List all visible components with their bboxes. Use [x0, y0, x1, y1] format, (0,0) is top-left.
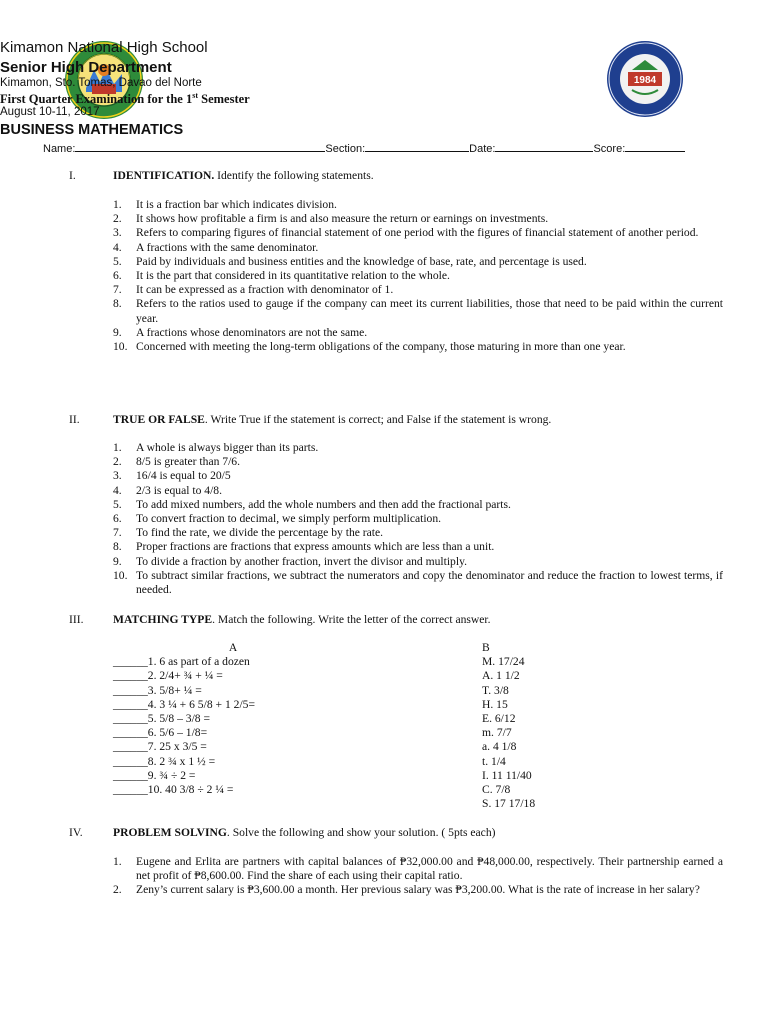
- question-text: Refers to comparing figures of financial statement of one period with the figures of financial statement of another period.: [136, 226, 699, 240]
- section-title: TRUE OR FALSE: [113, 413, 205, 426]
- question-number: 2.: [113, 455, 122, 469]
- matching-item-a[interactable]: ______7. 25 x 3/5 =: [113, 740, 207, 754]
- question-text: A whole is always bigger than its parts.: [136, 441, 319, 454]
- matching-choice-b: S. 17 17/18: [482, 797, 536, 811]
- question-number: 4.: [113, 240, 122, 254]
- section-matching-heading: [69, 613, 491, 627]
- matching-item-a[interactable]: ______8. 2 ¾ x 1 ½ =: [113, 754, 216, 768]
- exam-title-sup: st: [192, 91, 199, 100]
- question-number: 7.: [113, 283, 122, 297]
- matching-item-a[interactable]: ______5. 5/8 – 3/8 =: [113, 712, 211, 726]
- matching-column-b: [482, 641, 682, 811]
- exam-title-suffix: Semester: [198, 92, 250, 107]
- section-label: Section:: [325, 143, 366, 155]
- section-instruction: . Write True if the statement is correct; and False if the statement is wrong.: [204, 413, 552, 426]
- school-name: Kimamon National High School: [0, 39, 208, 56]
- question-text: Proper fractions are fractions that express amounts which are less than a unit.: [136, 540, 495, 554]
- name-label: Name:: [43, 143, 76, 155]
- matching-item-a[interactable]: ______4. 3 ¼ + 6 5/8 + 1 2/5=: [113, 697, 255, 711]
- matching-item-a[interactable]: ______1. 6 as part of a dozen: [113, 655, 250, 669]
- exam-title-text: First Quarter Examination for the 1: [0, 92, 193, 107]
- subject-title: BUSINESS MATHEMATICS: [0, 122, 184, 138]
- score-label: Score:: [593, 143, 626, 155]
- question-text: It can be expressed as a fraction with denominator of 1.: [136, 283, 394, 297]
- question-text: Zeny’s current salary is ₱3,600.00 a month. Her previous salary was ₱3,200.00. What is the rate of increase in her salary?: [136, 883, 700, 897]
- question-item: [113, 340, 723, 354]
- question-item: [113, 226, 723, 240]
- section-title: PROBLEM SOLVING: [113, 826, 227, 839]
- question-text: A fractions with the same denominator.: [136, 240, 319, 254]
- question-item: [113, 441, 723, 455]
- question-text: 8/5 is greater than 7/6.: [136, 455, 240, 469]
- section-true-false-heading: [69, 413, 551, 427]
- section-numeral: I.: [69, 169, 76, 182]
- question-text: Paid by individuals and business entities and the knowledge of base, rate, and percentage is used.: [136, 254, 587, 268]
- section-title: MATCHING TYPE: [113, 613, 213, 626]
- matching-choice-b: a. 4 1/8: [482, 740, 517, 754]
- question-item: [113, 498, 723, 512]
- question-number: 10.: [113, 340, 128, 354]
- question-text: To add mixed numbers, add the whole numbers and then add the fractional parts.: [136, 497, 511, 511]
- question-number: 2.: [113, 212, 122, 226]
- question-text: To divide a fraction by another fraction, invert the divisor and multiply.: [136, 554, 468, 568]
- question-item: [113, 540, 723, 554]
- question-text: To find the rate, we divide the percentage by the rate.: [136, 526, 384, 540]
- question-text: Concerned with meeting the long-term obligations of the company, those maturing in more than one year.: [136, 340, 626, 354]
- matching-choice-b: A. 1 1/2: [482, 669, 520, 683]
- question-text: It is a fraction bar which indicates division.: [136, 198, 337, 211]
- question-item: [113, 469, 723, 483]
- question-item: [113, 269, 723, 283]
- matching-item-a[interactable]: ______10. 40 3/8 ÷ 2 ¼ =: [113, 783, 234, 797]
- student-info-line: [43, 141, 733, 155]
- score-field[interactable]: [625, 141, 685, 152]
- section-problem-solving-heading: [69, 826, 495, 840]
- section-numeral: IV.: [69, 826, 83, 839]
- question-number: 1.: [113, 855, 122, 868]
- date-label: Date:: [469, 143, 496, 155]
- question-item: [113, 455, 723, 469]
- matching-choice-b: C. 7/8: [482, 783, 511, 797]
- question-text: Refers to the ratios used to gauge if the company can meet its current liabilities, those that need to be paid within the current year.: [136, 297, 723, 325]
- matching-item-a[interactable]: ______2. 2/4+ ¾ + ¼ =: [113, 669, 223, 683]
- question-item: [113, 241, 723, 255]
- question-text: To convert fraction to decimal, we simply perform multiplication.: [136, 512, 442, 526]
- question-text: 16/4 is equal to 20/5: [136, 469, 231, 483]
- question-text: 2/3 is equal to 4/8.: [136, 483, 222, 497]
- section-title: IDENTIFICATION.: [113, 169, 215, 182]
- matching-choice-b: E. 6/12: [482, 712, 516, 726]
- matching-choice-b: t. 1/4: [482, 754, 506, 768]
- question-item: [113, 484, 723, 498]
- exam-title: [0, 91, 768, 107]
- question-number: 10.: [113, 568, 128, 582]
- question-number: 6.: [113, 512, 122, 526]
- question-item: [113, 555, 723, 569]
- matching-column-a: [113, 641, 373, 797]
- matching-choice-b: H. 15: [482, 697, 508, 711]
- matching-choice-b: M. 17/24: [482, 655, 525, 669]
- question-text: A fractions whose denominators are not the same.: [136, 325, 368, 339]
- matching-choice-b: m. 7/7: [482, 726, 512, 740]
- question-number: 5.: [113, 497, 122, 511]
- section-instruction: Identify the following statements.: [214, 169, 374, 182]
- school-seal-year: 1984: [633, 75, 657, 86]
- question-item: [113, 297, 723, 325]
- section-numeral: III.: [69, 613, 84, 626]
- department-name: Senior High Department: [0, 59, 172, 76]
- question-number: 1.: [113, 441, 122, 454]
- question-item: [113, 512, 723, 526]
- column-b-header: B: [482, 641, 490, 654]
- date-field[interactable]: [495, 141, 593, 152]
- matching-item-a[interactable]: ______3. 5/8+ ¼ =: [113, 683, 202, 697]
- question-item: [113, 326, 723, 340]
- question-number: 1.: [113, 198, 122, 211]
- question-number: 3.: [113, 469, 122, 483]
- question-number: 9.: [113, 554, 122, 568]
- question-number: 9.: [113, 325, 122, 339]
- question-item: [113, 212, 723, 226]
- question-number: 2.: [113, 883, 122, 897]
- section-instruction: . Match the following. Write the letter of the correct answer.: [212, 613, 491, 626]
- question-number: 8.: [113, 540, 122, 554]
- exam-date: August 10-11, 2017: [0, 106, 100, 118]
- question-item: [113, 526, 723, 540]
- school-address: Kimamon, Sto. Tomas, Davao del Norte: [0, 77, 202, 89]
- question-number: 6.: [113, 269, 122, 283]
- column-a-header: A: [228, 641, 238, 654]
- section-instruction: . Solve the following and show your solution. ( 5pts each): [226, 826, 496, 839]
- question-number: 4.: [113, 483, 122, 497]
- question-text: To subtract similar fractions, we subtract the numerators and copy the denominator and reduce the fraction to lowest terms, if needed.: [136, 568, 723, 597]
- question-number: 8.: [113, 297, 122, 311]
- question-item: [113, 255, 723, 269]
- true-false-items: [113, 441, 723, 597]
- section-numeral: II.: [69, 413, 80, 426]
- problem-solving-items: [113, 855, 723, 898]
- matching-item-a[interactable]: ______6. 5/6 – 1/8=: [113, 726, 208, 740]
- matching-choice-b: I. 11 11/40: [482, 768, 532, 782]
- question-number: 7.: [113, 526, 122, 540]
- question-item: [113, 198, 723, 212]
- question-text: It is the part that considered in its quantitative relation to the whole.: [136, 269, 450, 283]
- question-item: [113, 569, 723, 597]
- question-text: It shows how profitable a firm is and also measure the return or earnings on investments.: [136, 212, 549, 226]
- identification-items: [113, 198, 723, 354]
- name-field[interactable]: [75, 141, 325, 152]
- matching-item-a[interactable]: ______9. ¾ ÷ 2 =: [113, 768, 196, 782]
- question-text: Eugene and Erlita are partners with capital balances of ₱32,000.00 and ₱48,000.00, respectively. Their partnership earned a net profit of ₱8,600.00. Find the share of each using their capital ratio.: [136, 855, 723, 883]
- question-number: 5.: [113, 254, 122, 268]
- question-item: [113, 883, 723, 897]
- question-number: 3.: [113, 226, 122, 240]
- question-item: [113, 283, 723, 297]
- section-field[interactable]: [365, 141, 469, 152]
- matching-choice-b: T. 3/8: [482, 683, 509, 697]
- section-identification-heading: [69, 169, 374, 183]
- question-item: [113, 855, 723, 883]
